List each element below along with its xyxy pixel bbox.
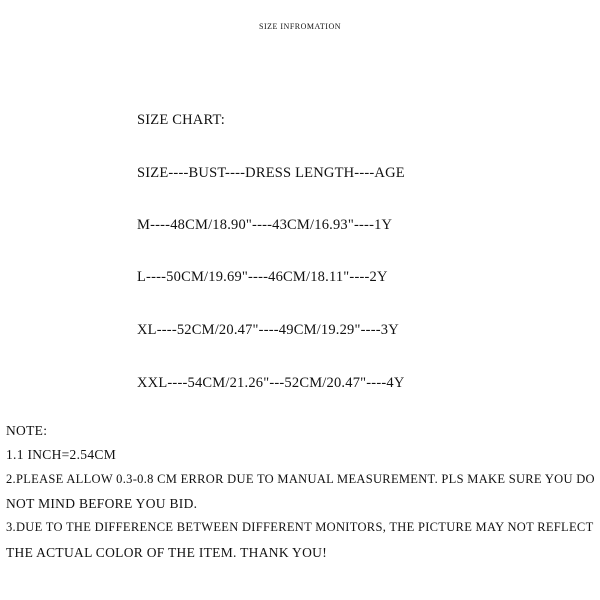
note-line-1: 1.1 INCH=2.54CM <box>6 447 116 462</box>
page-title: SIZE INFROMATION <box>259 22 341 31</box>
note-heading: NOTE: <box>6 423 48 438</box>
size-row-xl: XL----52CM/20.47"----49CM/19.29"----3Y <box>137 322 399 338</box>
size-row-m: M----48CM/18.90"----43CM/16.93"----1Y <box>137 217 393 233</box>
note-line-3-cont: THE ACTUAL COLOR OF THE ITEM. THANK YOU! <box>6 545 327 560</box>
note-line-3: 3.DUE TO THE DIFFERENCE BETWEEN DIFFERENT MONITORS, THE PICTURE MAY NOT REFLECT <box>6 520 594 534</box>
size-row-l: L----50CM/19.69"----46CM/18.11"----2Y <box>137 269 388 285</box>
note-line-2-cont: NOT MIND BEFORE YOU BID. <box>6 496 198 511</box>
note-line-2: 2.PLEASE ALLOW 0.3-0.8 CM ERROR DUE TO MANUAL MEASUREMENT. PLS MAKE SURE YOU DO <box>6 472 595 486</box>
size-chart-header-row: SIZE----BUST----DRESS LENGTH----AGE <box>137 165 405 181</box>
size-chart-heading: SIZE CHART: <box>137 112 226 128</box>
size-row-xxl: XXL----54CM/21.26"---52CM/20.47"----4Y <box>137 375 405 391</box>
